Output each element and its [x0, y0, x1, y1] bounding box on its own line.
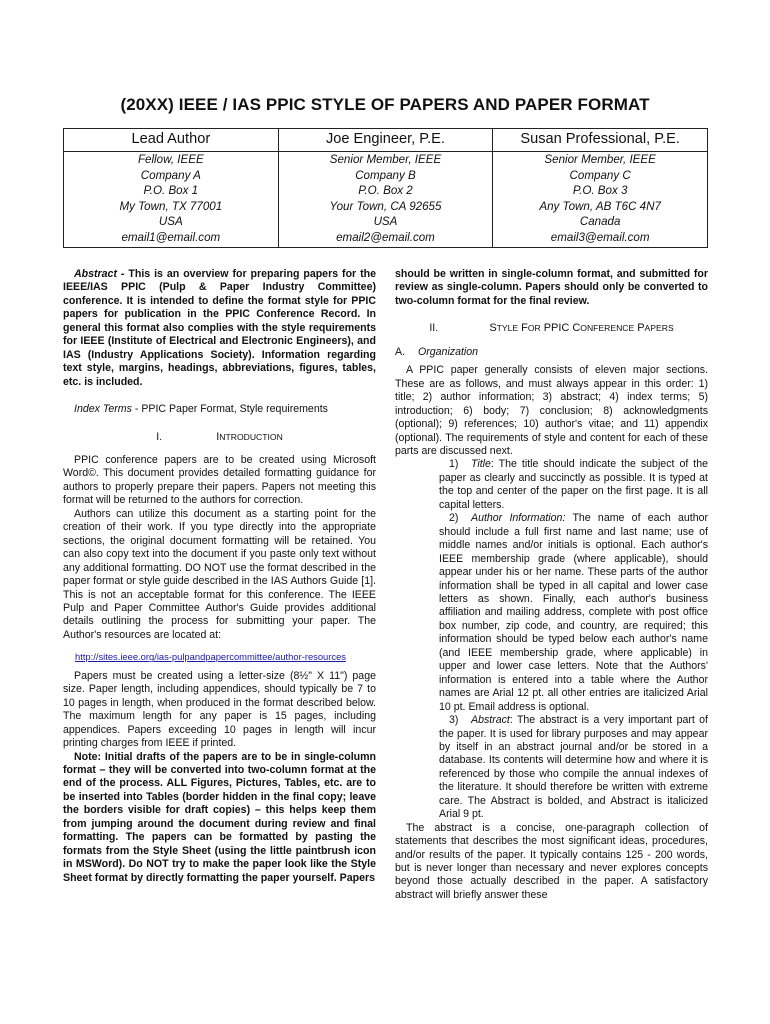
author-company: Company A: [64, 168, 279, 184]
section-heading-introduction: I. INTRODUCTION: [156, 430, 283, 443]
section-number: I.: [156, 430, 163, 443]
page-title: (20XX) IEEE / IAS PPIC STYLE OF PAPERS AND PAPER FORMAT: [120, 95, 650, 114]
list-item: 3) Abstract: The abstract is a very important part of the paper. It is used for library purposes and may appear by itself in an abstract journal and/or be stored in a database. Its contents will determine how and where it is referenced by those who compile the annual indexes of the literature. It should therefore be written with extreme care. The Abstract is bolded, and Abstract is italicized Arial 9 pt.: [439, 714, 708, 821]
subsection-heading-organization: A. Organization: [395, 345, 479, 358]
author-name: Lead Author: [64, 129, 279, 152]
author-country: USA: [64, 214, 279, 230]
intro-paragraph-3: Papers must be created using a letter-size (8½" X 11") page size. Paper length, including appendices, should typically be 7 to 10 pages in length, when produced in the format described below. The maximum length for any paper is 15 pages, including appendices. Papers exceeding 10 pages in length will incur printing charges from IEEE if printed.: [63, 669, 376, 750]
author-name: Joe Engineer, P.E.: [278, 129, 493, 152]
intro-paragraph-2: Authors can utilize this document as a starting point for the creation of their work. If you type directly into the appropriate sections, the original document formatting will be retained. You can also copy text into the document if you paste only text without any additional formatting. DO NOT use the format described in the paper format or style guide described in the IAS Authors Guide [1]. This is not an acceptable format for this conference. The IEEE Pulp and Paper Committee Author's Guide provides additional details outlining the process for submitting your paper. The Author's resources are located at:: [63, 507, 376, 641]
author-grade: Senior Member, IEEE: [278, 152, 493, 168]
author-city: Your Town, CA 92655: [278, 199, 493, 215]
author-resources-link[interactable]: http://sites.ieee.org/ias-pulpandpapercommittee/author-resources: [75, 651, 346, 663]
index-terms-label: Index Terms: [74, 403, 132, 416]
abstract-paragraph: [63, 268, 376, 389]
author-country: USA: [278, 214, 493, 230]
author-grade: Fellow, IEEE: [64, 152, 279, 168]
list-item: 2) Author Information: The name of each author should include a full first name and last name; use of middle names and/or initials is optional. Each author's IEEE membership grade (where applicable), should appear under his or her name. These parts of the author information shall be typed in all capital and lower case letters as shown. Finally, each author's business affiliation and mailing address, complete with post office box number, zip code, and country, are required; this information should be typed below each author's name (and IEEE membership grade, where applicable) in upper and lower case letters. Note that the Authors' information is entered into a table where the Author names are Arial 12 pt. all other entries are italicized Arial 10 pt. Email address is optional.: [439, 512, 708, 713]
intro-paragraph-1: PPIC conference papers are to be created using Microsoft Word©. This document provides detailed formatting guidance for authors to properly prepare their papers. Papers not meeting this format will be returned to the authors for correction.: [63, 453, 376, 507]
index-terms: [63, 403, 376, 416]
list-item: 1) Title: The title should indicate the subject of the paper as clearly and succinctly as possible. It is typed at the top and center of the paper on the first page. It is all capital letters.: [439, 458, 708, 511]
author-table: [63, 128, 708, 248]
author-email: email3@email.com: [493, 230, 708, 247]
note-paragraph-continued: should be written in single-column format, and submitted for review as single-column. Papers should only be converted to two-column format for the final review.: [395, 268, 708, 307]
index-terms-text: - PPIC Paper Format, Style requirements: [131, 403, 328, 416]
author-company: Company C: [493, 168, 708, 184]
right-column: [395, 268, 708, 902]
section-heading-style: II. STYLE FOR PPIC CONFERENCE PAPERS: [429, 322, 674, 335]
note-paragraph: Note: Initial drafts of the papers are to be in single-column format – they will be converted into two-column format at the end of the process. ALL Figures, Pictures, Tables, etc. are to be inserted into Tables (border hidden in the final copy; leave the borders visible for draft copies) – this helps keep them from jumping around the document during review and final formatting. The papers can be formatted by pasting the formats from the Style Sheet (using the little paintbrush icon in MSWord). Do NOT try to make the paper look like the Style Sheet format by directly formatting the paper yourself. Papers: [63, 750, 376, 884]
author-email: email2@email.com: [278, 230, 493, 247]
author-email: email1@email.com: [64, 230, 279, 247]
abstract-text: This is an overview for preparing papers for the IEEE/IAS PPIC (Pulp & Paper Industry Committee) conference. It is intended to define the format style for PPIC papers for publication in the PPIC Conference Record. In general this format also complies with the style requirements for IEEE (Institute of Electrical and Electronic Engineers), and IAS (Industry Applications Society). Information regarding text style, margins, headings, abbreviations, figures, tables, etc. is included.: [63, 268, 376, 388]
section-number: II.: [429, 322, 439, 335]
author-name: Susan Professional, P.E.: [493, 129, 708, 152]
author-po-box: P.O. Box 3: [493, 183, 708, 199]
author-city: My Town, TX 77001: [64, 199, 279, 215]
author-po-box: P.O. Box 2: [278, 183, 493, 199]
left-column: [63, 268, 376, 885]
abstract-description-paragraph: The abstract is a concise, one-paragraph collection of statements that describes the most significant ideas, procedures, and/or results of the paper. It typically contains 125 - 200 words, but is never longer than necessary and never explores concepts beyond those actually described in the paper. A satisfactory abstract will briefly answer these: [395, 821, 708, 901]
author-country: Canada: [493, 214, 708, 230]
author-company: Company B: [278, 168, 493, 184]
organization-paragraph: A PPIC paper generally consists of eleven major sections. These are as follows, and must always appear in this order: 1) title; 2) author information; 3) abstract; 4) index terms; 5) introduction; 6) body; 7) conclusion; 8) acknowledgments (optional); 9) references; 10) author's vitae; and 11) appendix (optional). The requirements of style and content for each of these parts are discussed next.: [395, 364, 708, 457]
author-po-box: P.O. Box 1: [64, 183, 279, 199]
author-city: Any Town, AB T6C 4N7: [493, 199, 708, 215]
author-grade: Senior Member, IEEE: [493, 152, 708, 168]
abstract-label: Abstract -: [74, 268, 125, 280]
